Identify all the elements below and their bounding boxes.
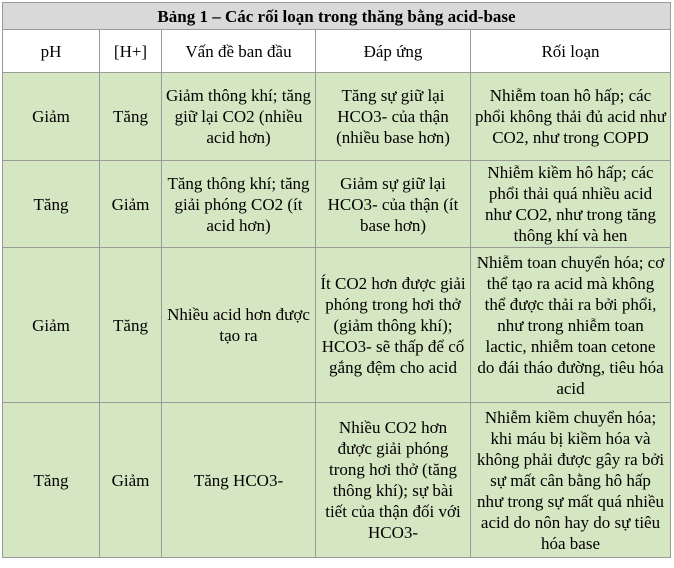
cell-ph: Giảm xyxy=(3,248,100,403)
cell-ph: Giảm xyxy=(3,73,100,161)
cell-response: Tăng sự giữ lại HCO3- của thận (nhiều base hơn) xyxy=(316,73,471,161)
table-header-row xyxy=(3,30,671,73)
table-title-row xyxy=(3,3,671,30)
cell-h-ion: Giảm xyxy=(100,161,162,248)
header-h-ion: [H+] xyxy=(100,30,162,73)
cell-disorder: Nhiễm toan hô hấp; các phổi không thải đủ acid như CO2, như trong COPD xyxy=(471,73,671,161)
cell-h-ion: Tăng xyxy=(100,248,162,403)
cell-disorder: Nhiễm kiềm hô hấp; các phổi thải quá nhiều acid như CO2, như trong tăng thông khí và hen xyxy=(471,161,671,248)
table-row xyxy=(3,161,671,248)
cell-problem: Nhiều acid hơn được tạo ra xyxy=(162,248,316,403)
cell-h-ion: Giảm xyxy=(100,403,162,558)
acid-base-table xyxy=(2,2,671,558)
cell-ph: Tăng xyxy=(3,161,100,248)
cell-disorder: Nhiễm kiềm chuyển hóa; khi máu bị kiềm hóa và không phải được gây ra bởi sự mất cân bằng hô hấp như trong sự mất quá nhiều acid do nôn hay do sự tiêu hóa base xyxy=(471,403,671,558)
cell-disorder: Nhiễm toan chuyển hóa; cơ thể tạo ra acid mà không thể được thải ra bởi phổi, như trong nhiễm toan lactic, nhiễm toan cetone do đái tháo đường, tiêu hóa acid xyxy=(471,248,671,403)
header-disorder: Rối loạn xyxy=(471,30,671,73)
table-title: Bảng 1 – Các rối loạn trong thăng bằng acid-base xyxy=(3,3,671,30)
cell-problem: Tăng HCO3- xyxy=(162,403,316,558)
cell-h-ion: Tăng xyxy=(100,73,162,161)
table-row xyxy=(3,403,671,558)
header-initial-problem: Vấn đề ban đầu xyxy=(162,30,316,73)
cell-response: Giảm sự giữ lại HCO3- của thận (ít base hơn) xyxy=(316,161,471,248)
cell-ph: Tăng xyxy=(3,403,100,558)
cell-problem: Tăng thông khí; tăng giải phóng CO2 (ít acid hơn) xyxy=(162,161,316,248)
cell-response: Ít CO2 hơn được giải phóng trong hơi thở (giảm thông khí); HCO3- sẽ thấp để cố gắng đệm cho acid xyxy=(316,248,471,403)
cell-response: Nhiều CO2 hơn được giải phóng trong hơi thở (tăng thông khí); sự bài tiết của thận đối với HCO3- xyxy=(316,403,471,558)
table-row xyxy=(3,248,671,403)
header-ph: pH xyxy=(3,30,100,73)
table-row xyxy=(3,73,671,161)
cell-problem: Giảm thông khí; tăng giữ lại CO2 (nhiều acid hơn) xyxy=(162,73,316,161)
header-response: Đáp ứng xyxy=(316,30,471,73)
